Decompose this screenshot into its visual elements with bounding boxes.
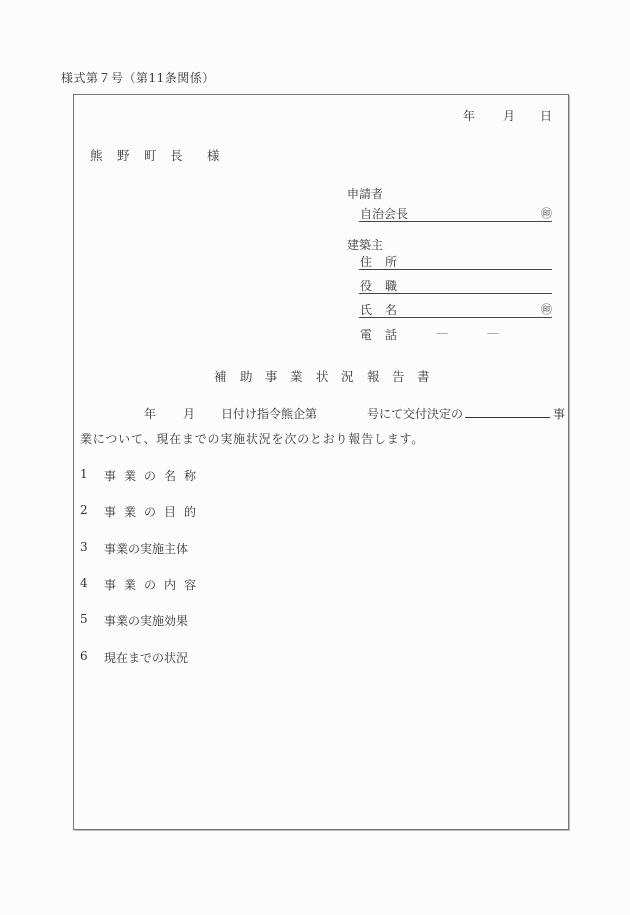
date-year-label: 年 (463, 109, 476, 123)
addressee-honorific: 様 (207, 148, 220, 163)
applicant-heading: 申請者 (347, 187, 384, 201)
item-char: 称 (184, 469, 197, 483)
builder-heading: 建築主 (347, 238, 384, 252)
label-char: 役 (360, 279, 373, 293)
item-char: の (144, 578, 157, 592)
builder-name-field[interactable] (359, 303, 552, 318)
title-char: 報 (367, 369, 380, 384)
item-label: 事業の実施効果 (104, 614, 189, 628)
item-label: 現在までの状況 (104, 651, 189, 665)
item-char: 容 (184, 578, 197, 592)
phone-separator: — (436, 326, 448, 340)
form-frame (73, 94, 569, 830)
item-number: 3 (80, 540, 88, 554)
item-char: の (144, 469, 157, 483)
seal-mark: ㊞ (541, 303, 552, 316)
phone-label-char: 電 (360, 328, 373, 342)
applicant-role-label: 自治会長 (360, 207, 409, 221)
builder-position-field[interactable] (359, 279, 552, 294)
item-char: 事 (104, 469, 117, 483)
title-char: 況 (341, 369, 354, 384)
addressee-char: 野 (117, 148, 130, 163)
title-char: 助 (240, 369, 253, 384)
body-reference-text: 日付け指令熊企第 (221, 407, 318, 421)
item-char: 業 (124, 578, 137, 592)
title-char: 状 (316, 369, 329, 384)
form-number-label: 様式第７号（第11条関係） (61, 71, 215, 85)
item-char: 的 (184, 505, 197, 519)
addressee-char: 町 (144, 148, 157, 163)
item-number: 1 (80, 467, 88, 481)
item-char: 内 (164, 578, 177, 592)
body-tail-char: 事 (553, 407, 566, 421)
label-char: 氏 (360, 303, 373, 317)
label-char: 所 (385, 255, 398, 269)
title-char: 業 (290, 369, 303, 384)
item-char: 事 (104, 578, 117, 592)
label-char: 名 (385, 303, 398, 317)
item-char: 目 (164, 505, 177, 519)
title-char: 告 (392, 369, 405, 384)
item-char: の (144, 505, 157, 519)
item-number: 6 (80, 649, 88, 663)
project-name-blank[interactable] (465, 417, 550, 418)
title-char: 書 (417, 369, 430, 384)
item-number: 2 (80, 503, 88, 517)
item-char: 業 (124, 505, 137, 519)
item-char: 名 (164, 469, 177, 483)
date-month-label: 月 (503, 109, 516, 123)
item-number: 4 (80, 576, 88, 590)
body-month-label: 月 (183, 407, 196, 421)
phone-separator: — (487, 326, 499, 340)
builder-address-field[interactable] (359, 255, 552, 270)
body-year-label: 年 (144, 407, 157, 421)
addressee-char: 長 (170, 148, 183, 163)
body-line-2: 業について、現在までの実施状況を次のとおり報告します。 (80, 432, 425, 446)
label-char: 職 (385, 279, 398, 293)
item-label: 事業の実施主体 (104, 542, 189, 556)
item-number: 5 (80, 612, 88, 626)
title-char: 補 (214, 369, 227, 384)
item-char: 業 (124, 469, 137, 483)
phone-label-char: 話 (385, 328, 398, 342)
body-reference-text-2: 号にて交付決定の (367, 407, 464, 421)
date-day-label: 日 (540, 109, 553, 123)
title-char: 事 (265, 369, 278, 384)
seal-mark: ㊞ (541, 207, 552, 220)
addressee-char: 熊 (90, 148, 103, 163)
applicant-role-field[interactable] (359, 207, 552, 222)
item-char: 事 (104, 505, 117, 519)
label-char: 住 (360, 255, 373, 269)
